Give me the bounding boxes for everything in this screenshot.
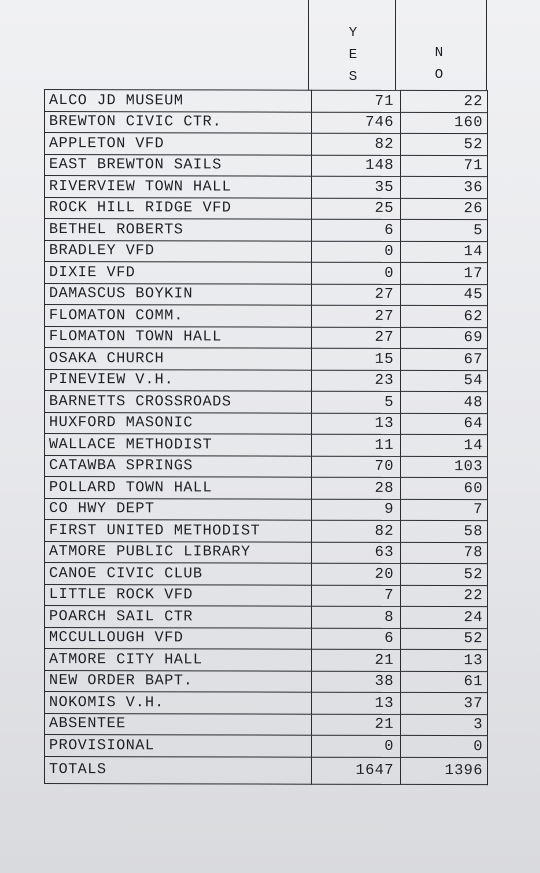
no-count: 58 bbox=[401, 520, 488, 542]
yes-count: 13 bbox=[312, 413, 401, 435]
yes-count: 11 bbox=[312, 434, 401, 456]
table-row bbox=[45, 520, 488, 543]
yes-count: 28 bbox=[312, 477, 401, 499]
table-row bbox=[45, 133, 488, 156]
table-row bbox=[45, 649, 488, 672]
table-row bbox=[45, 692, 488, 715]
location-name: NOKOMIS V.H. bbox=[45, 692, 312, 714]
location-name: POLLARD TOWN HALL bbox=[45, 477, 312, 499]
no-count: 0 bbox=[401, 735, 488, 757]
no-count: 36 bbox=[401, 176, 488, 198]
totals-no: 1396 bbox=[401, 757, 488, 784]
no-count: 48 bbox=[401, 391, 488, 413]
table-row bbox=[45, 219, 488, 242]
location-name: HUXFORD MASONIC bbox=[45, 412, 312, 434]
no-count: 3 bbox=[401, 714, 488, 736]
totals-yes: 1647 bbox=[312, 757, 401, 784]
yes-column-header bbox=[343, 22, 363, 88]
yes-count: 7 bbox=[312, 585, 401, 607]
table-row bbox=[45, 240, 488, 263]
yes-count: 5 bbox=[312, 391, 401, 413]
location-name: CO HWY DEPT bbox=[45, 498, 312, 520]
no-count: 37 bbox=[401, 692, 488, 714]
no-column-header bbox=[429, 42, 449, 86]
location-name: BREWTON CIVIC CTR. bbox=[45, 111, 312, 133]
no-count: 160 bbox=[401, 112, 488, 134]
no-count: 60 bbox=[401, 477, 488, 499]
location-name: ATMORE CITY HALL bbox=[45, 649, 312, 671]
location-name: WALLACE METHODIST bbox=[45, 434, 312, 456]
no-count: 13 bbox=[401, 649, 488, 671]
table-row bbox=[45, 412, 488, 435]
totals-label: TOTALS bbox=[45, 756, 312, 784]
location-name: ABSENTEE bbox=[45, 713, 312, 735]
table-row bbox=[45, 176, 488, 199]
yes-count: 82 bbox=[312, 520, 401, 542]
location-name: RIVERVIEW TOWN HALL bbox=[45, 176, 312, 198]
location-name: MCCULLOUGH VFD bbox=[45, 627, 312, 649]
column-divider bbox=[395, 0, 396, 90]
no-count: 78 bbox=[401, 542, 488, 564]
yes-count: 148 bbox=[312, 155, 401, 177]
no-count: 64 bbox=[401, 413, 488, 435]
table-row bbox=[45, 90, 488, 113]
location-name: DIXIE VFD bbox=[45, 262, 312, 284]
location-name: BARNETTS CROSSROADS bbox=[45, 391, 312, 413]
no-count: 67 bbox=[401, 348, 488, 370]
yes-count: 25 bbox=[312, 198, 401, 220]
location-name: EAST BREWTON SAILS bbox=[45, 154, 312, 176]
table-row bbox=[45, 541, 488, 564]
table-row bbox=[45, 369, 488, 392]
table-row bbox=[45, 498, 488, 521]
table-row bbox=[45, 735, 488, 758]
yes-count: 0 bbox=[312, 735, 401, 757]
no-count: 52 bbox=[401, 563, 488, 585]
no-count: 61 bbox=[401, 671, 488, 693]
no-count: 71 bbox=[401, 155, 488, 177]
table-row bbox=[45, 670, 488, 693]
location-name: POARCH SAIL CTR bbox=[45, 606, 312, 628]
results-table-body bbox=[45, 90, 488, 785]
yes-count: 8 bbox=[312, 606, 401, 628]
yes-count: 70 bbox=[312, 456, 401, 478]
no-count: 45 bbox=[401, 284, 488, 306]
no-count: 26 bbox=[401, 198, 488, 220]
table-row bbox=[45, 348, 488, 371]
yes-count: 35 bbox=[312, 176, 401, 198]
yes-count: 0 bbox=[312, 241, 401, 263]
table-row bbox=[45, 627, 488, 650]
yes-count: 21 bbox=[312, 649, 401, 671]
yes-count: 71 bbox=[312, 90, 401, 112]
yes-count: 746 bbox=[312, 112, 401, 134]
table-row bbox=[45, 283, 488, 306]
location-name: OSAKA CHURCH bbox=[45, 348, 312, 370]
results-table bbox=[44, 89, 488, 785]
totals-row bbox=[45, 756, 488, 784]
yes-count: 21 bbox=[312, 714, 401, 736]
yes-count: 15 bbox=[312, 348, 401, 370]
yes-count: 0 bbox=[312, 262, 401, 284]
header-letter: O bbox=[434, 67, 444, 83]
table-row bbox=[45, 606, 488, 629]
location-name: LITTLE ROCK VFD bbox=[45, 584, 312, 606]
location-name: BETHEL ROBERTS bbox=[45, 219, 312, 241]
yes-count: 9 bbox=[312, 499, 401, 521]
location-name: DAMASCUS BOYKIN bbox=[45, 283, 312, 305]
no-count: 62 bbox=[401, 305, 488, 327]
table-row bbox=[45, 391, 488, 414]
results-table-wrapper bbox=[44, 89, 488, 785]
yes-count: 38 bbox=[312, 671, 401, 693]
yes-count: 6 bbox=[312, 628, 401, 650]
location-name: ROCK HILL RIDGE VFD bbox=[45, 197, 312, 219]
header-letter: S bbox=[348, 69, 358, 85]
column-header-area bbox=[308, 0, 485, 90]
yes-count: 82 bbox=[312, 133, 401, 155]
table-row bbox=[45, 713, 488, 736]
location-name: NEW ORDER BAPT. bbox=[45, 670, 312, 692]
table-row bbox=[45, 197, 488, 220]
location-name: PROVISIONAL bbox=[45, 735, 312, 757]
location-name: FIRST UNITED METHODIST bbox=[45, 520, 312, 542]
no-count: 69 bbox=[401, 327, 488, 349]
no-count: 14 bbox=[401, 434, 488, 456]
no-count: 5 bbox=[401, 219, 488, 241]
table-row bbox=[45, 455, 488, 478]
header-letter: E bbox=[348, 47, 358, 63]
location-name: BRADLEY VFD bbox=[45, 240, 312, 262]
table-row bbox=[45, 154, 488, 177]
column-divider bbox=[486, 0, 487, 90]
header-letter: N bbox=[434, 45, 444, 61]
no-count: 14 bbox=[401, 241, 488, 263]
table-row bbox=[45, 477, 488, 500]
no-count: 17 bbox=[401, 262, 488, 284]
yes-count: 23 bbox=[312, 370, 401, 392]
table-row bbox=[45, 584, 488, 607]
location-name: FLOMATON COMM. bbox=[45, 305, 312, 327]
no-count: 24 bbox=[401, 606, 488, 628]
no-count: 103 bbox=[401, 456, 488, 478]
location-name: CANOE CIVIC CLUB bbox=[45, 563, 312, 585]
yes-count: 20 bbox=[312, 563, 401, 585]
location-name: PINEVIEW V.H. bbox=[45, 369, 312, 391]
yes-count: 63 bbox=[312, 542, 401, 564]
location-name: ALCO JD MUSEUM bbox=[45, 90, 312, 112]
yes-count: 13 bbox=[312, 692, 401, 714]
table-row bbox=[45, 326, 488, 349]
table-row bbox=[45, 434, 488, 457]
table-row bbox=[45, 305, 488, 328]
yes-count: 27 bbox=[312, 284, 401, 306]
table-row bbox=[45, 262, 488, 285]
no-count: 52 bbox=[401, 133, 488, 155]
yes-count: 27 bbox=[312, 305, 401, 327]
yes-count: 6 bbox=[312, 219, 401, 241]
table-row bbox=[45, 563, 488, 586]
no-count: 22 bbox=[401, 90, 488, 112]
no-count: 22 bbox=[401, 585, 488, 607]
no-count: 52 bbox=[401, 628, 488, 650]
header-letter: Y bbox=[348, 25, 358, 41]
location-name: ATMORE PUBLIC LIBRARY bbox=[45, 541, 312, 563]
no-count: 7 bbox=[401, 499, 488, 521]
no-count: 54 bbox=[401, 370, 488, 392]
table-row bbox=[45, 111, 488, 134]
yes-count: 27 bbox=[312, 327, 401, 349]
location-name: CATAWBA SPRINGS bbox=[45, 455, 312, 477]
location-name: FLOMATON TOWN HALL bbox=[45, 326, 312, 348]
location-name: APPLETON VFD bbox=[45, 133, 312, 155]
